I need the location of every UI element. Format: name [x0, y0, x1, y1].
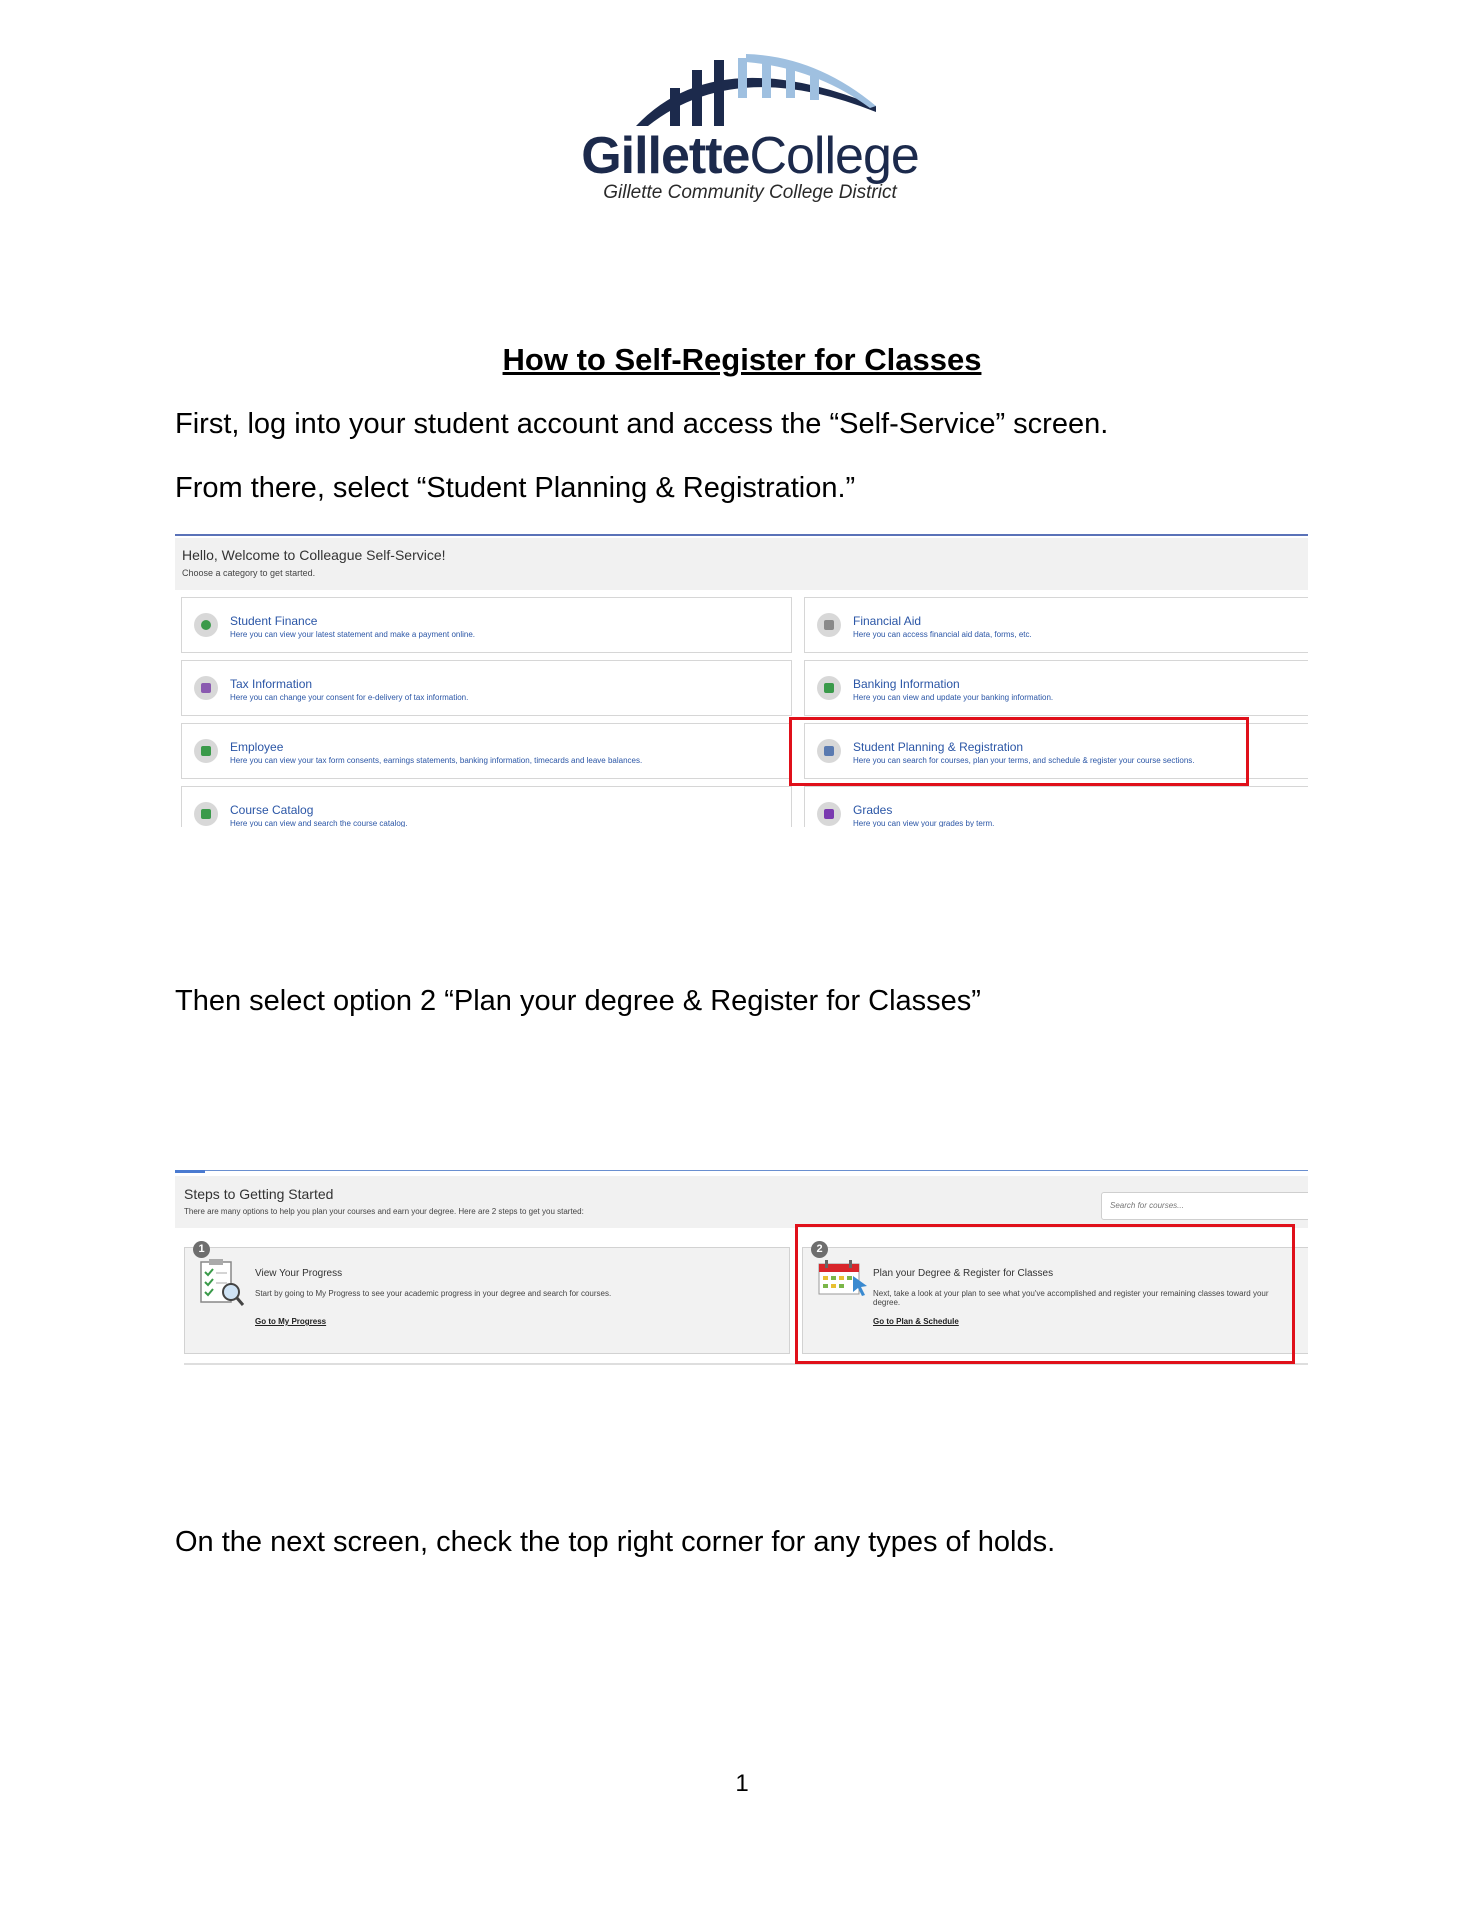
- tile-course-catalog[interactable]: [181, 786, 792, 827]
- tile-title: Student Finance: [230, 614, 318, 628]
- tile-description: Here you can view your grades by term.: [853, 819, 995, 827]
- tile-financial-aid[interactable]: [804, 597, 1308, 653]
- bank-icon: [817, 676, 841, 700]
- step-heading: Plan your Degree & Register for Classes: [873, 1268, 1054, 1279]
- document-icon: [817, 613, 841, 637]
- step-number: 1: [193, 1241, 210, 1258]
- instruction-paragraph-4: On the next screen, check the top right corner for any types of holds.: [175, 1526, 1056, 1558]
- tile-title: Financial Aid: [853, 614, 922, 628]
- college-logo: [560, 46, 940, 216]
- welcome-header: [175, 538, 1308, 590]
- logo-subtitle: Gillette Community College District: [603, 182, 897, 203]
- go-to-my-progress-link[interactable]: Go to My Progress: [255, 1317, 327, 1326]
- tile-title: Tax Information: [230, 677, 313, 691]
- tile-title: Banking Information: [853, 677, 960, 691]
- getting-started-subtitle: There are many options to help you plan your courses and earn your degree. Here are 2 steps to get you started:: [184, 1207, 584, 1216]
- welcome-title: Hello, Welcome to Colleague Self-Service!: [182, 547, 446, 563]
- dollar-icon: [194, 613, 218, 637]
- welcome-subtitle: Choose a category to get started.: [182, 568, 316, 578]
- logo-wordmark: [560, 126, 940, 186]
- tile-title: Course Catalog: [230, 803, 314, 817]
- step-number: 2: [811, 1241, 828, 1258]
- page-number: 1: [735, 1770, 749, 1797]
- go-to-plan-schedule-link[interactable]: Go to Plan & Schedule: [873, 1317, 959, 1326]
- tax-form-icon: [194, 676, 218, 700]
- progress-checklist-icon: [199, 1258, 245, 1308]
- catalog-icon: [194, 802, 218, 826]
- highlight-box-plan-register: [795, 1224, 1295, 1364]
- tile-student-finance[interactable]: [181, 597, 792, 653]
- tile-description: Here you can view and update your banking information.: [853, 693, 1054, 702]
- grades-icon: [817, 802, 841, 826]
- tile-description: Here you can access financial aid data, forms, etc.: [853, 630, 1032, 639]
- highlight-box-student-planning: [789, 717, 1249, 786]
- header-divider: [175, 534, 1308, 536]
- tile-title: Employee: [230, 740, 284, 754]
- employee-icon: [194, 739, 218, 763]
- header-divider: [175, 1170, 1308, 1171]
- page-title: How to Self-Register for Classes: [502, 342, 982, 377]
- tile-title: Grades: [853, 803, 893, 817]
- step-description: Next, take a look at your plan to see what you've accomplished and register your remaining classes toward your degree.: [873, 1289, 1269, 1307]
- instruction-paragraph-3: Then select option 2 “Plan your degree & Register for Classes”: [175, 985, 981, 1017]
- tile-description: Here you can change your consent for e-delivery of tax information.: [230, 693, 469, 702]
- getting-started-header: [175, 1176, 1308, 1228]
- tile-grades[interactable]: [804, 786, 1308, 827]
- header-accent: [175, 1170, 205, 1173]
- tile-banking-information[interactable]: [804, 660, 1308, 716]
- tile-employee[interactable]: [181, 723, 792, 779]
- step-heading: View Your Progress: [255, 1268, 343, 1279]
- step-view-progress: [184, 1243, 790, 1354]
- tile-description: Here you can view and search the course catalog.: [230, 819, 408, 827]
- tile-tax-information[interactable]: [181, 660, 792, 716]
- tile-title: Student Planning & Registration: [853, 740, 1024, 754]
- tile-description: Here you can view your latest statement and make a payment online.: [230, 630, 476, 639]
- course-search-input[interactable]: [1101, 1192, 1308, 1220]
- tile-description: Here you can view your tax form consents, earnings statements, banking information, timecards and leave balances.: [230, 756, 643, 765]
- logo-name-light: College: [749, 127, 919, 185]
- instruction-paragraph-1: First, log into your student account and access the “Self-Service” screen.: [175, 408, 1109, 440]
- tile-description: Here you can search for courses, plan your terms, and schedule & register your course sections.: [853, 756, 1195, 765]
- getting-started-title: Steps to Getting Started: [184, 1186, 334, 1202]
- logo-name-bold: Gillette: [581, 127, 750, 185]
- search-placeholder: Search for courses...: [1110, 1201, 1184, 1210]
- instruction-paragraph-2: From there, select “Student Planning & Registration.”: [175, 472, 856, 504]
- step-description: Start by going to My Progress to see your academic progress in your degree and search for courses.: [255, 1289, 612, 1298]
- bridge-logo-icon: [626, 46, 876, 126]
